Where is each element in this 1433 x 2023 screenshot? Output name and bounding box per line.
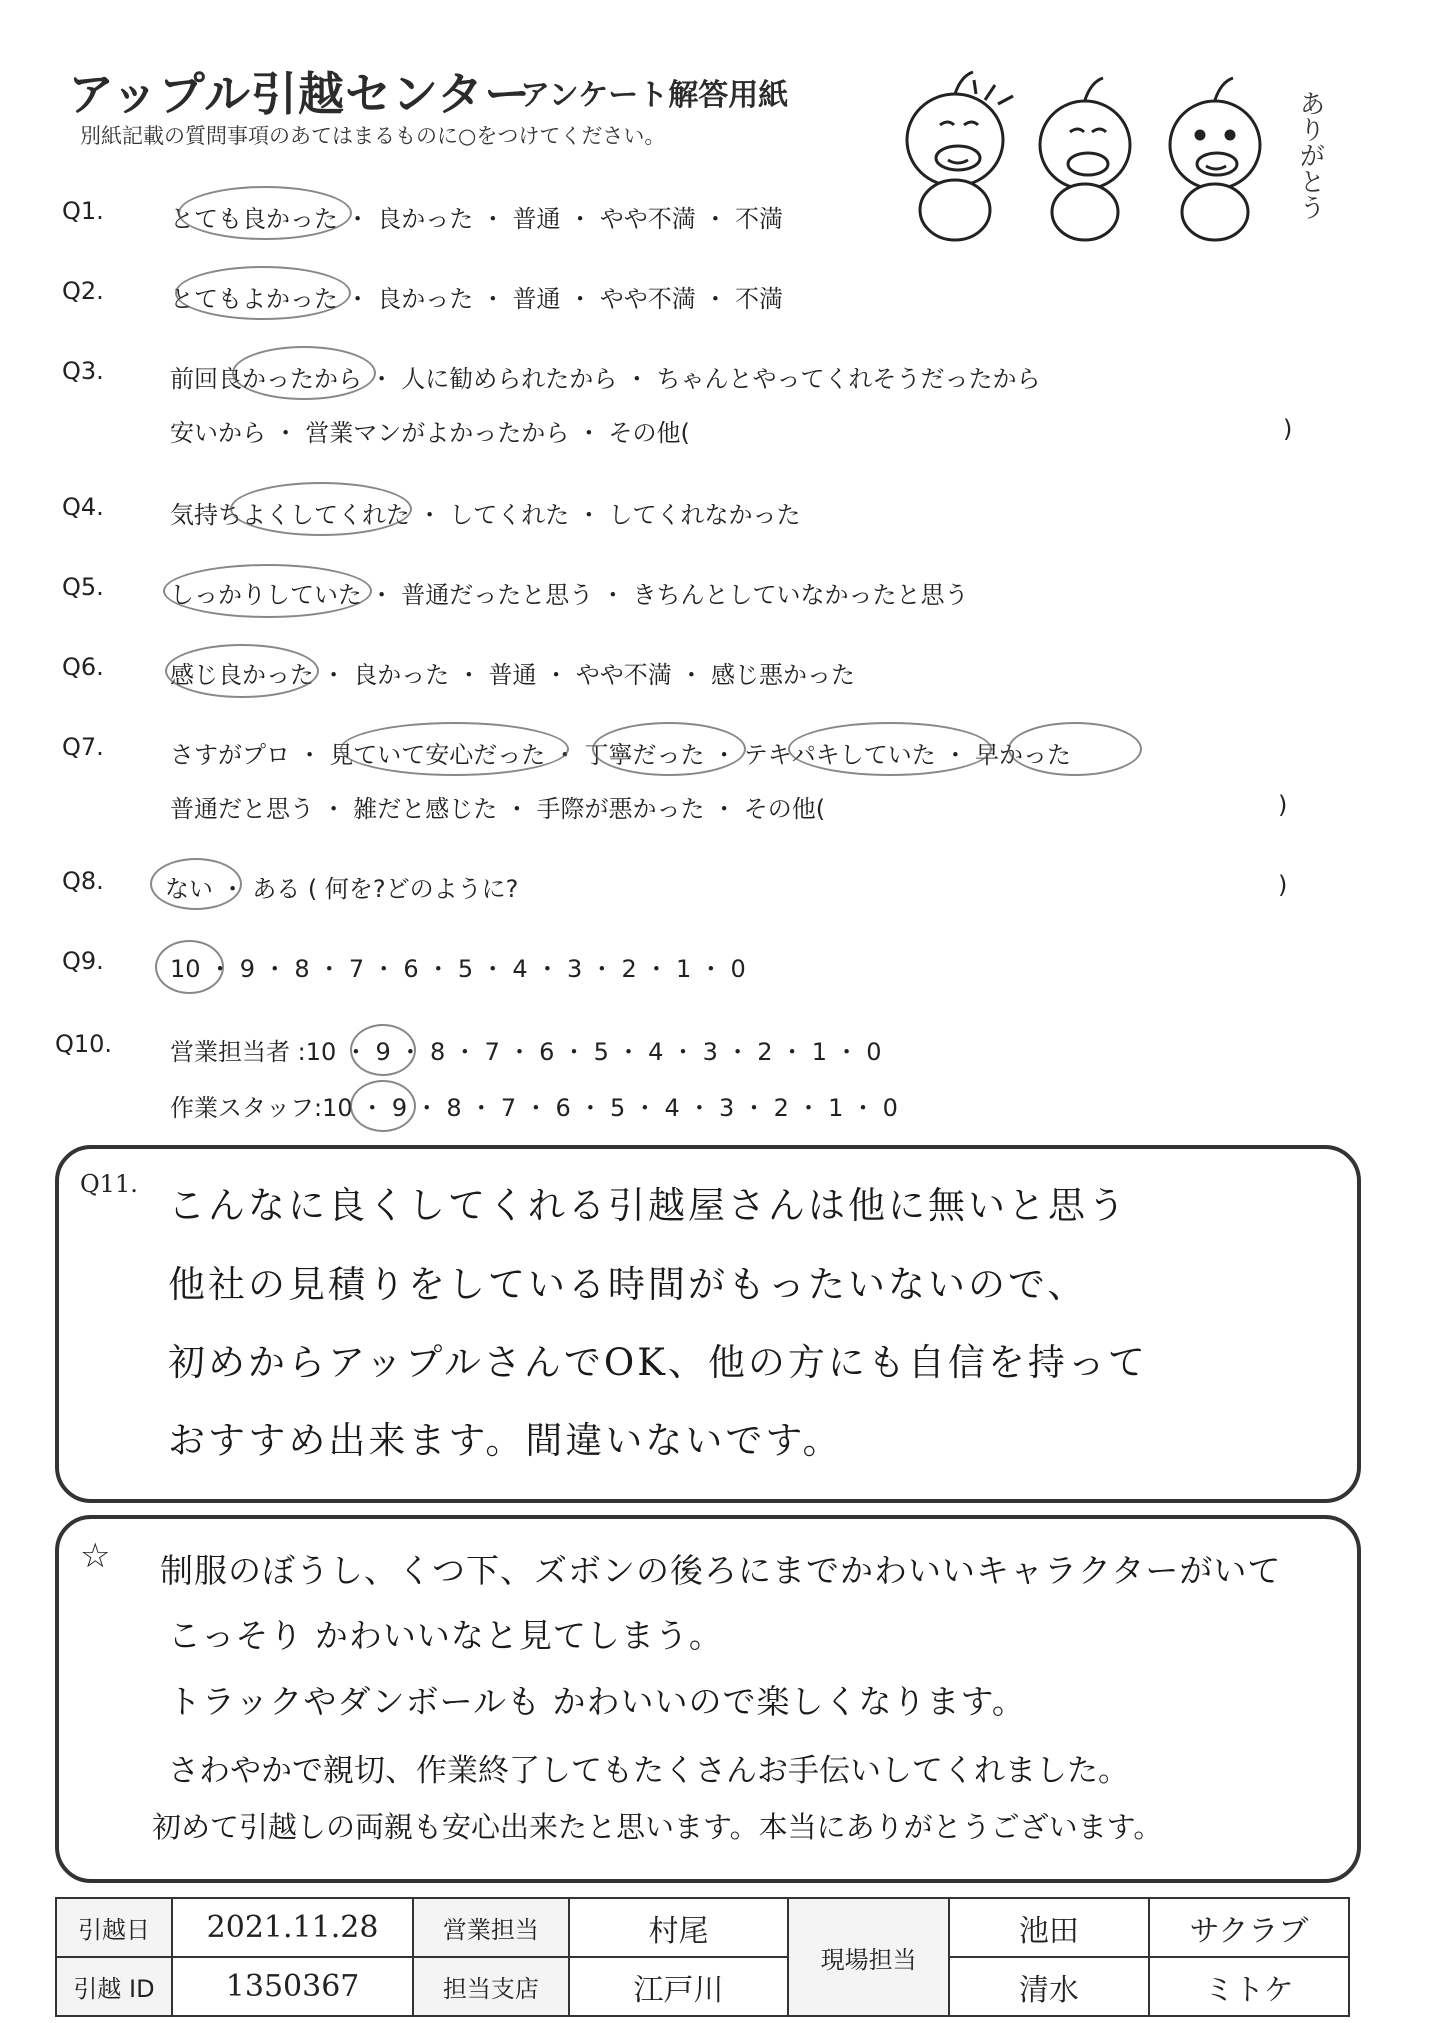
q1-label: Q1.: [62, 197, 104, 225]
sales-rep-label: 営業担当: [413, 1898, 568, 1957]
site-staff-name: サクラブ: [1149, 1898, 1349, 1957]
q7-close-paren: ): [1278, 791, 1288, 819]
q10-staff-score[interactable]: 作業スタッフ:10 ・ 9 ・ 8 ・ 7 ・ 6 ・ 5 ・ 4 ・ 3 ・ 2 ・ 1 ・ 0: [170, 1094, 898, 1122]
q7-label: Q7.: [62, 733, 104, 761]
site-staff-label: 現場担当: [788, 1898, 948, 2016]
q3-options-line1[interactable]: 前回良かったから ・ 人に勧められたから ・ ちゃんとやってくれそうだったから: [170, 365, 1041, 393]
footer-info-table: [55, 1897, 1350, 2017]
q11-text-line: おすすめ出来ます。間違いないです。: [168, 1419, 843, 1462]
q1-options[interactable]: とても良かった ・ 良かった ・ 普通 ・ やや不満 ・ 不満: [170, 205, 784, 233]
star-icon: ☆: [80, 1536, 111, 1576]
answer-circle: [592, 722, 746, 776]
q10-sales-score[interactable]: 営業担当者 :10 ・ 9 ・ 8 ・ 7 ・ 6 ・ 5 ・ 4 ・ 3 ・ 2 ・ 1 ・ 0: [170, 1038, 882, 1066]
q8-close-paren: ): [1278, 871, 1288, 899]
q6-options[interactable]: 感じ良かった ・ 良かった ・ 普通 ・ やや不満 ・ 感じ悪かった: [170, 661, 856, 689]
answer-circle: [155, 940, 224, 994]
answer-circle: [350, 1024, 416, 1076]
q6-label: Q6.: [62, 653, 104, 681]
site-staff-name: 池田: [949, 1898, 1149, 1957]
comment-text-line: こっそり かわいいなと見てしまう。: [168, 1616, 723, 1655]
q11-text-line: こんなに良くしてくれる引越屋さんは他に無いと思う: [168, 1184, 1128, 1227]
q11-text-line: 他社の見積りをしている時間がもったいないので、: [168, 1263, 1088, 1306]
answer-circle: [340, 722, 569, 776]
q7-options-line2[interactable]: 普通だと思う ・ 雑だと感じた ・ 手際が悪かった ・ その他(: [170, 795, 826, 823]
comment-text-line: さわやかで親切、作業終了してもたくさんお手伝いしてくれました。: [168, 1753, 1129, 1789]
comment-text-line: トラックやダンボールも かわいいので楽しくなります。: [168, 1682, 1026, 1721]
q4-options[interactable]: 気持ちよくしてくれた ・ してくれた ・ してくれなかった: [170, 501, 801, 529]
site-staff-name: 清水: [949, 1957, 1149, 2016]
q9-score-options[interactable]: 10 ・ 9 ・ 8 ・ 7 ・ 6 ・ 5 ・ 4 ・ 3 ・ 2 ・ 1 ・ 0: [170, 955, 746, 983]
answer-circle: [165, 644, 319, 698]
form-subtitle: アンケート解答用紙: [520, 78, 789, 113]
move-date-label: 引越日: [56, 1898, 172, 1957]
mascot-monkeys-illustration: [880, 60, 1350, 245]
comment-text-line: 初めて引越しの両親も安心出来たと思います。本当にありがとうございます。: [152, 1810, 1163, 1844]
q9-label: Q9.: [62, 947, 104, 975]
q11-text-line: 初めからアップルさんでOK、他の方にも自信を持って: [168, 1341, 1148, 1384]
q11-label: Q11.: [80, 1170, 138, 1198]
q8-label: Q8.: [62, 867, 104, 895]
answer-circle: [150, 858, 242, 910]
answer-circle: [350, 1080, 416, 1132]
q2-label: Q2.: [62, 277, 104, 305]
sales-rep-value: 村尾: [569, 1898, 789, 1957]
q5-options[interactable]: しっかりしていた ・ 普通だったと思う ・ きちんとしていなかったと思う: [170, 581, 969, 609]
branch-value: 江戸川: [569, 1957, 789, 2016]
comment-text-line: 制服のぼうし、くつ下、ズボンの後ろにまでかわいいキャラクターがいて: [160, 1551, 1282, 1590]
answer-circle: [178, 186, 352, 240]
q3-close-paren: ): [1283, 415, 1293, 443]
site-staff-name: ミトケ: [1149, 1957, 1349, 2016]
move-id-label: 引越 ID: [56, 1957, 172, 2016]
q3-options-line2[interactable]: 安いから ・ 営業マンがよかったから ・ その他(: [170, 419, 690, 447]
q10-label: Q10.: [55, 1030, 113, 1058]
company-title: アップル引越センター: [68, 67, 532, 121]
answer-circle: [175, 266, 351, 320]
answer-circle: [163, 564, 372, 618]
instruction-text: 別紙記載の質問事項のあてはまるものに○をつけてください。: [80, 124, 666, 148]
mascot-thanks-text: ありがとう: [1295, 90, 1325, 220]
answer-circle: [1008, 722, 1142, 776]
q4-label: Q4.: [62, 493, 104, 521]
branch-label: 担当支店: [413, 1957, 568, 2016]
q2-options[interactable]: とてもよかった ・ 良かった ・ 普通 ・ やや不満 ・ 不満: [170, 285, 784, 313]
answer-circle: [232, 346, 376, 400]
q5-label: Q5.: [62, 573, 104, 601]
move-id-value: 1350367: [172, 1957, 413, 2016]
q8-options[interactable]: ない ・ ある ( 何を?どのように?: [165, 875, 519, 903]
answer-circle: [788, 722, 992, 776]
q3-label: Q3.: [62, 357, 104, 385]
q7-options-line1[interactable]: さすがプロ ・ 見ていて安心だった ・ 丁寧だった ・ テキパキしていた ・ 早かった: [170, 741, 1072, 769]
move-date-value: 2021.11.28: [172, 1898, 413, 1957]
answer-circle: [230, 482, 412, 536]
